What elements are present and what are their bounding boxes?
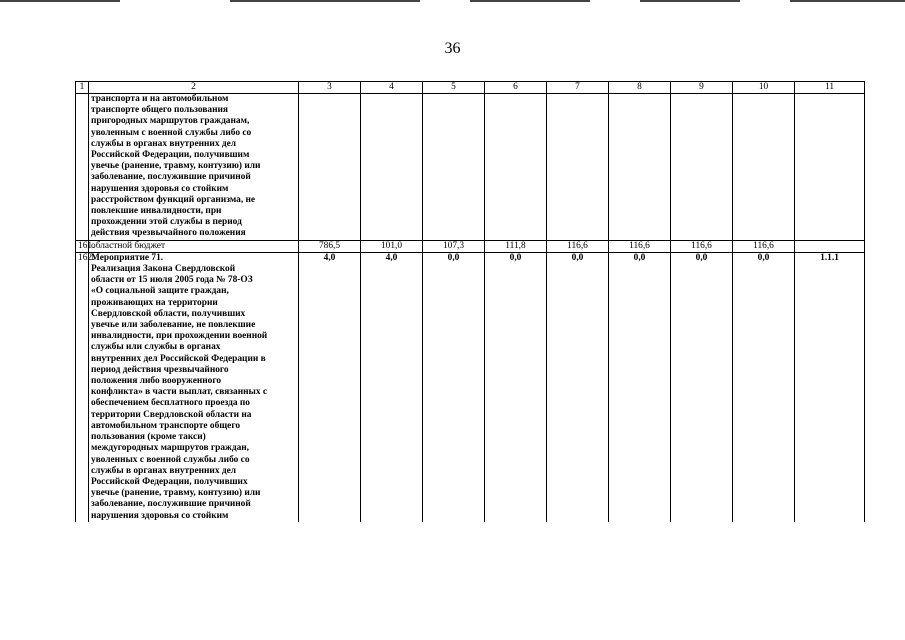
header-cell-2: 2	[89, 82, 299, 94]
value-cell-col-10: 116,6	[733, 240, 795, 252]
scan-top-edge	[0, 0, 905, 2]
header-cell-9: 9	[671, 82, 733, 94]
description-line: заболевание, послужившие причиной	[91, 499, 251, 510]
description-line: заболевание, послужившие причиной	[91, 172, 251, 183]
description-line: конфликта» в части выплат, связанных с	[91, 387, 268, 398]
value-cell-col-8: 116,6	[609, 240, 671, 252]
value-cell-col-5: 107,3	[423, 240, 485, 252]
description-line: пригородных маршрутов гражданам,	[91, 116, 250, 127]
value-cell-col-9	[671, 94, 733, 241]
description-line: повлекшие инвалидности, при	[91, 206, 222, 217]
description-line: внутренних дел Российской Федерации в	[91, 353, 266, 364]
table-header-row	[76, 82, 865, 94]
header-cell-6: 6	[485, 82, 547, 94]
header-cell-7: 7	[547, 82, 609, 94]
description-line: уволенных с военной службы либо со	[91, 454, 250, 465]
header-cell-11: 11	[795, 82, 865, 94]
description-line: «О социальной защите граждан,	[91, 286, 229, 297]
value-cell-col-3: 4,0	[299, 252, 361, 521]
value-cell-col-6: 111,8	[485, 240, 547, 252]
row-number: 162.	[76, 252, 89, 521]
row-description	[89, 240, 299, 252]
description-line: Российской Федерации, получившим	[91, 150, 250, 161]
value-cell-col-11: 1.1.1	[795, 252, 865, 521]
description-line: прохождении этой службы в период	[91, 217, 242, 228]
header-cell-8: 8	[609, 82, 671, 94]
row-description	[89, 94, 299, 241]
table-row	[76, 94, 865, 241]
header-cell-5: 5	[423, 82, 485, 94]
description-line: междугородных маршрутов граждан,	[91, 443, 250, 454]
value-cell-col-3	[299, 94, 361, 241]
value-cell-col-5: 0,0	[423, 252, 485, 521]
table-row	[76, 240, 865, 252]
value-cell-col-10: 0,0	[733, 252, 795, 521]
header-cell-10: 10	[733, 82, 795, 94]
row-description	[89, 252, 299, 521]
header-cell-1: 1	[76, 82, 89, 94]
description-line: областной бюджет	[91, 240, 166, 251]
description-line: увечье (ранение, травму, контузию) или	[91, 488, 261, 499]
value-cell-col-4: 4,0	[361, 252, 423, 521]
description-line: действия чрезвычайного положения	[91, 228, 246, 239]
description-line: увечье или заболевание, не повлекшие	[91, 320, 256, 331]
description-line: нарушения здоровья со стойким	[91, 510, 229, 521]
value-cell-col-6	[485, 94, 547, 241]
header-cell-3: 3	[299, 82, 361, 94]
header-cell-4: 4	[361, 82, 423, 94]
description-line: транспорте общего пользования	[91, 105, 228, 116]
description-line: увечье (ранение, травму, контузию) или	[91, 161, 261, 172]
row-number	[76, 94, 89, 241]
value-cell-col-5	[423, 94, 485, 241]
value-cell-col-9: 0,0	[671, 252, 733, 521]
description-line: области от 15 июля 2005 года № 78-ОЗ	[91, 275, 253, 286]
description-line: проживающих на территории	[91, 297, 218, 308]
description-line: нарушения здоровья со стойким	[91, 183, 229, 194]
description-line: территории Свердловской области на	[91, 409, 252, 420]
description-line: период действия чрезвычайного	[91, 364, 229, 375]
description-line: инвалидности, при прохождении военной	[91, 331, 268, 342]
description-line: автомобильном транспорте общего	[91, 420, 241, 431]
value-cell-col-9: 116,6	[671, 240, 733, 252]
description-line: службы в органах внутренних дел	[91, 465, 237, 476]
description-line: положения либо вооруженного	[91, 376, 222, 387]
value-cell-col-11	[795, 94, 865, 241]
description-line: пользования (кроме такси)	[91, 432, 206, 443]
description-line: транспорта и на автомобильном	[91, 94, 229, 104]
description-line: обеспечением бесплатного проезда по	[91, 398, 250, 409]
description-line: Свердловской области, получивших	[91, 308, 246, 319]
value-cell-col-8: 0,0	[609, 252, 671, 521]
value-cell-col-4: 101,0	[361, 240, 423, 252]
value-cell-col-3: 786,5	[299, 240, 361, 252]
value-cell-col-7	[547, 94, 609, 241]
value-cell-col-10	[733, 94, 795, 241]
description-line: уволенным с военной службы либо со	[91, 127, 252, 138]
table-row	[76, 252, 865, 521]
value-cell-col-4	[361, 94, 423, 241]
value-cell-col-6: 0,0	[485, 252, 547, 521]
description-line: расстройством функций организма, не	[91, 194, 256, 205]
description-line: службы или службы в органах	[91, 342, 221, 353]
description-line: Российской Федерации, получивших	[91, 476, 248, 487]
description-line: Мероприятие 71.	[91, 252, 164, 263]
budget-table	[75, 81, 865, 522]
value-cell-col-11	[795, 240, 865, 252]
row-number: 161.	[76, 240, 89, 252]
description-line: Реализация Закона Свердловской	[91, 264, 236, 275]
value-cell-col-7: 116,6	[547, 240, 609, 252]
description-line: службы в органах внутренних дел	[91, 138, 237, 149]
value-cell-col-7: 0,0	[547, 252, 609, 521]
value-cell-col-8	[609, 94, 671, 241]
table-body	[76, 82, 865, 522]
page-number: 36	[444, 40, 461, 57]
